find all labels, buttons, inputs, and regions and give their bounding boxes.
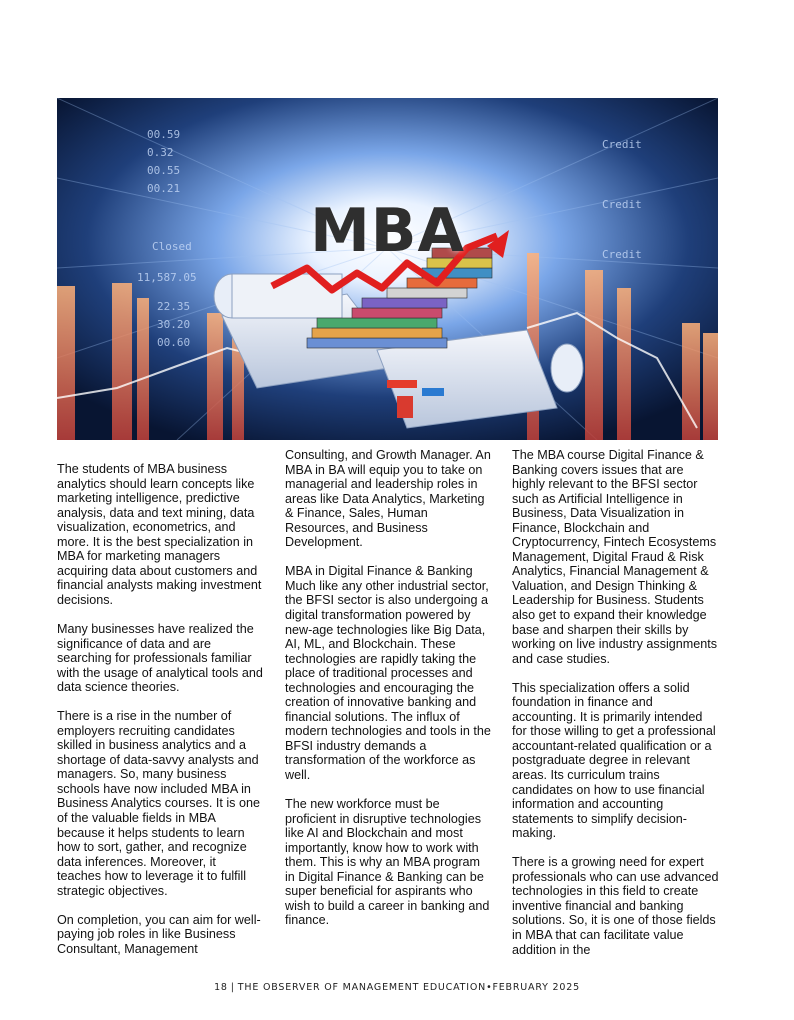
screen-text: 0.32 [147, 146, 174, 159]
paragraph: There is a growing need for expert professionals who can use advanced technologies in this field to create inventive financial and banking solutions. So, it is one of those fields in MBA that can facilitate value addition in the [512, 855, 719, 957]
hero-title: MBA [310, 196, 465, 266]
publication-name: THE OBSERVER OF MANAGEMENT EDUCATION [237, 982, 487, 993]
issue-date: FEBRUARY 2025 [492, 982, 580, 993]
paragraph: On completion, you can aim for well-paying job roles in like Business Consultant, Management [57, 912, 261, 956]
screen-text: Closed [152, 240, 192, 253]
page-number: 18 [214, 982, 228, 993]
paragraph: MBA in Digital Finance & Banking Much like any other industrial sector, the BFSI sector is also undergoing a digital transformation powered by new-age technologies like Big Data, AI, ML, and Blockchain. These technologies are rapidly taking the place of traditional processes and technologies and encouraging the creation of innovative banking and financial solutions. The influx of modern technologies and tools in the BFSI industry demands a transformation of the workforce as well. [285, 564, 491, 782]
page-footer: 18 | THE OBSERVER OF MANAGEMENT EDUCATION•FEBRUARY 2025 [214, 982, 580, 993]
screen-text: Credit [602, 138, 642, 151]
hero-illustration [57, 98, 718, 440]
screen-text: 00.59 [147, 128, 181, 141]
screen-text: 11,587.05 [137, 271, 197, 284]
screen-text: 00.55 [147, 164, 181, 177]
article-column-2 [285, 448, 491, 942]
screen-text: 00.21 [147, 182, 181, 195]
screen-text: 22.35 [157, 300, 191, 313]
article-column-3 [512, 448, 719, 972]
paragraph: The students of MBA business analytics should learn concepts like marketing intelligence, predictive analysis, data and text mining, data visualization, econometrics, and more. It is the best specialization in MBA for marketing managers acquiring data about customers and financial analysts making investment decisions. [57, 462, 262, 607]
article-column-1 [57, 462, 263, 971]
paragraph: The new workforce must be proficient in disruptive technologies like AI and Blockchain and most importantly, know how to work with them. This is why an MBA program in Digital Finance & Banking can be super beneficial for aspirants who wish to build a career in banking and finance. [285, 797, 490, 928]
paragraph: The MBA course Digital Finance & Banking covers issues that are highly relevant to the BFSI sector such as Artificial Intelligence in Business, Data Visualization in Finance, Blockchain and Cryptocurrency, Fintech Ecosystems Management, Digital Fraud & Risk Analytics, Financial Management & Valuation, and Design Thinking & Leadership for Business. Students also get to expand their knowledge base and sharpen their skills by working on live industry assignments and case studies. [512, 448, 718, 666]
paragraph: Consulting, and Growth Manager. An MBA in BA will equip you to take on managerial and leadership roles in areas like Data Analytics, Marketing & Finance, Sales, Human Resources, and Business Development. [285, 448, 491, 550]
hero-image [57, 98, 718, 440]
screen-text: 30.20 [157, 318, 191, 331]
paragraph: Many businesses have realized the significance of data and are searching for professionals familiar with the usage of analytical tools and data science theories. [57, 621, 263, 695]
screen-text: 00.60 [157, 336, 191, 349]
paragraph: There is a rise in the number of employers recruiting candidates skilled in business analytics and a shortage of data-savvy analysts and managers. So, many business schools have now included MBA in Business Analytics courses. It is one of the valuable fields in MBA because it helps students to learn how to sort, gather, and recognize data inferences. Moreover, it teaches how to leverage it to fulfill strategic objectives. [57, 709, 260, 898]
screen-text: Credit [602, 248, 642, 261]
screen-text: Credit [602, 198, 642, 211]
paragraph: This specialization offers a solid foundation in finance and accounting. It is primarily intended for those willing to get a professional accountant-related qualification or a postgraduate degree in relevant areas. Its curriculum trains candidates on how to use financial information and accounting statements to simplify decision-making. [512, 680, 716, 841]
